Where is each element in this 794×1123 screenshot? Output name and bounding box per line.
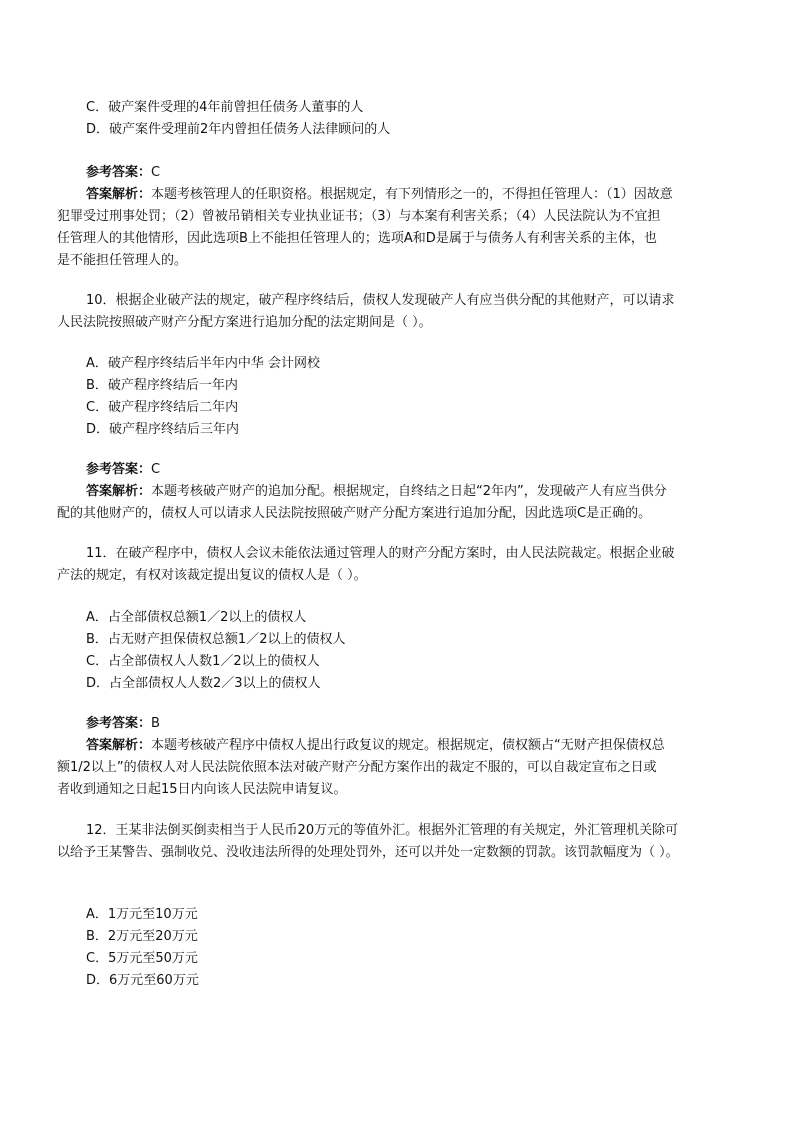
analysis-text: 本题考核破产财产的追加分配。根据规定，自终结之日起“2年内”，发现破产人有应当供分 xyxy=(151,484,667,499)
q9-analysis-line-1 xyxy=(86,186,673,204)
q11-option-d: D．占全部债权人人数2／3以上的债权人 xyxy=(86,676,321,691)
q12-stem-line-1: 12．王某非法倒买倒卖相当于人民币20万元的等值外汇。根据外汇管理的有关规定，外汇管理机关除可 xyxy=(86,823,679,838)
q12-option-d: D．6万元至60万元 xyxy=(86,973,199,988)
analysis-text: 本题考核管理人的任职资格。根据规定，有下列情形之一的，不得担任管理人：（1）因故意 xyxy=(151,187,673,202)
q9-answer xyxy=(86,164,160,182)
q12-option-c: C．5万元至50万元 xyxy=(86,951,198,966)
q11-analysis-line-1 xyxy=(86,737,665,755)
q9-option-c: C．破产案件受理的4年前曾担任债务人董事的人 xyxy=(86,100,364,115)
q9-analysis-line-3: 任管理人的其他情形，因此选项B上不能担任管理人的；选项A和D是属于与债务人有利害关系的主体，也 xyxy=(57,231,657,246)
q10-option-d: D．破产程序终结后三年内 xyxy=(86,422,240,437)
q9-option-d: D．破产案件受理前2年内曾担任债务人法律顾问的人 xyxy=(86,122,391,137)
q10-answer xyxy=(86,461,160,479)
answer-label: 参考答案： xyxy=(86,165,152,180)
q12-stem-line-2: 以给予王某警告、强制收兑、没收违法所得的处理处罚外，还可以并处一定数额的罚款。该罚款幅度为（ ）。 xyxy=(57,845,679,860)
answer-value: C xyxy=(151,165,161,180)
answer-value: B xyxy=(151,716,160,731)
q11-analysis-line-3: 者收到通知之日起15日内向该人民法院申请复议。 xyxy=(57,782,347,797)
analysis-label: 答案解析： xyxy=(86,187,152,202)
q11-option-c: C．占全部债权人人数1／2以上的债权人 xyxy=(86,654,320,669)
q10-option-a: A．破产程序终结后半年内中华 会计网校 xyxy=(86,356,321,371)
answer-label: 参考答案： xyxy=(86,716,152,731)
q11-stem-line-1: 11．在破产程序中，债权人会议未能依法通过管理人的财产分配方案时，由人民法院裁定。根据企业破 xyxy=(86,546,675,561)
q11-answer xyxy=(86,715,160,733)
analysis-label: 答案解析： xyxy=(86,484,152,499)
q11-option-b: B．占无财产担保债权总额1／2以上的债权人 xyxy=(86,632,346,647)
q10-stem-line-2: 人民法院按照破产财产分配方案进行追加分配的法定期间是（ ）。 xyxy=(57,315,432,330)
answer-value: C xyxy=(151,462,161,477)
q9-analysis-line-2: 犯罪受过刑事处罚；（2）曾被吊销相关专业执业证书；（3）与本案有利害关系；（4）人民法院认为不宜担 xyxy=(57,209,661,224)
answer-label: 参考答案： xyxy=(86,462,152,477)
q10-analysis-line-1 xyxy=(86,483,667,501)
q10-stem-line-1: 10．根据企业破产法的规定，破产程序终结后，债权人发现破产人有应当供分配的其他财产，可以请求 xyxy=(86,293,675,308)
q11-option-a: A．占全部债权总额1／2以上的债权人 xyxy=(86,610,307,625)
q11-analysis-line-2: 额1/2以上”的债权人对人民法院依照本法对破产财产分配方案作出的裁定不服的，可以自裁定宣布之日或 xyxy=(57,760,657,775)
q10-analysis-line-2: 配的其他财产的，债权人可以请求人民法院按照破产财产分配方案进行追加分配，因此选项C是正确的。 xyxy=(57,506,652,521)
analysis-label: 答案解析： xyxy=(86,738,152,753)
analysis-text: 本题考核破产程序中债权人提出行政复议的规定。根据规定，债权额占“无财产担保债权总 xyxy=(151,738,665,753)
q12-option-a: A．1万元至10万元 xyxy=(86,907,198,922)
q9-analysis-line-4: 是不能担任管理人的。 xyxy=(57,253,188,268)
q11-stem-line-2: 产法的规定，有权对该裁定提出复议的债权人是（ ）。 xyxy=(57,568,367,583)
q10-option-c: C．破产程序终结后二年内 xyxy=(86,400,239,415)
q10-option-b: B．破产程序终结后一年内 xyxy=(86,378,238,393)
q12-option-b: B．2万元至20万元 xyxy=(86,929,198,944)
